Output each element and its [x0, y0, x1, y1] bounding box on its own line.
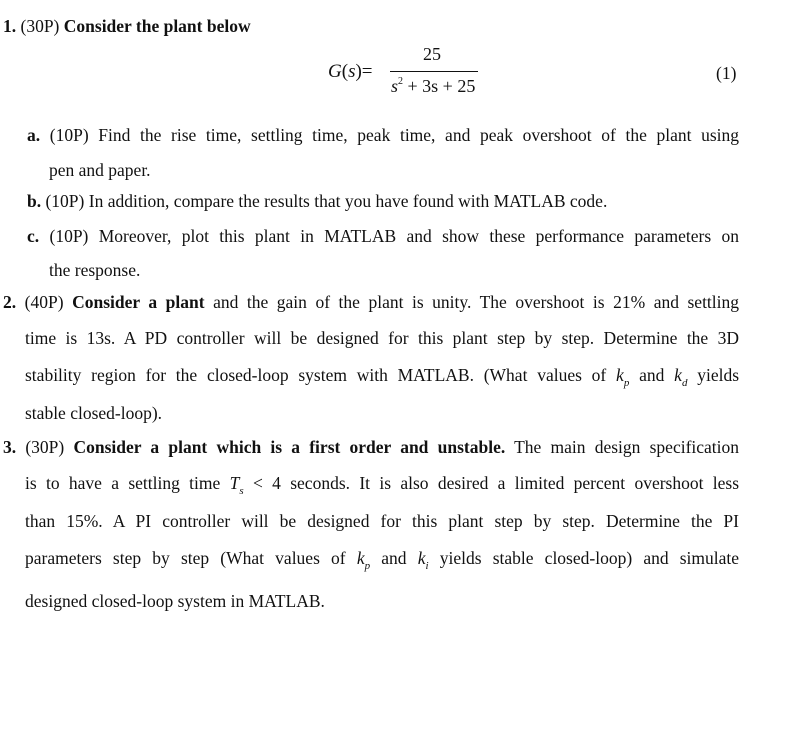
- q3-ki: $k_i$: [417, 548, 429, 572]
- q1b-text: In addition, compare the results that you have found with MATLAB code.: [88, 191, 608, 211]
- q3-points: (30P): [25, 437, 65, 457]
- q1a-line1: [27, 124, 739, 146]
- q1b-line: [27, 190, 607, 212]
- q3-text4-pre: parameters step by step (What values of: [25, 548, 346, 568]
- q3-line4: [25, 547, 739, 577]
- q1a-points: (10P): [49, 125, 89, 145]
- eq-numerator: 25: [423, 44, 441, 64]
- eq-den-rest: + 3s + 25: [403, 76, 476, 96]
- q1c-text1: Moreover, plot this plant in MATLAB and show these performance parameters on: [98, 226, 740, 246]
- q1c-points: (10P): [49, 226, 89, 246]
- q3-ts-rel: < 4: [252, 473, 281, 493]
- q2-line3: [25, 364, 739, 394]
- q1-number: 1.: [3, 16, 17, 36]
- q2-number: 2.: [3, 292, 17, 312]
- eq-label: (1): [716, 63, 737, 83]
- q2-kd: $k_d$: [674, 365, 688, 389]
- eq-close-paren: ): [355, 61, 362, 82]
- q3-bold: Consider a plant which is a first order and unstable.: [73, 437, 506, 457]
- eq-den-exp: 2: [398, 76, 404, 87]
- q3-line5: designed closed-loop system in MATLAB.: [25, 591, 325, 611]
- q3-and: and: [381, 548, 407, 568]
- q3-ts: $T_s$: [229, 473, 244, 497]
- q1-title: Consider the plant below: [63, 16, 251, 36]
- q2-text1: and the gain of the plant is unity. The overshoot is 21% and settling: [213, 292, 740, 312]
- q2-line4: stable closed-loop).: [25, 403, 163, 423]
- q1-points: (30P): [20, 16, 60, 36]
- q1c-line1: [27, 225, 739, 247]
- eq-g: G: [328, 61, 342, 82]
- q2-bold: Consider a plant: [72, 292, 205, 312]
- q3-kp: $k_p$: [356, 548, 371, 572]
- equation-lhs: [328, 61, 373, 83]
- q1a-label: a.: [27, 125, 41, 145]
- q3-line1: [3, 436, 739, 458]
- q3-text1: The main design specification: [514, 437, 740, 457]
- q2-kp: $k_p$: [616, 365, 630, 389]
- q1a-text1: Find the rise time, settling time, peak time, and peak overshoot of the plant using: [98, 125, 740, 145]
- q3-line2: [25, 472, 739, 502]
- q2-text3-post: yields: [697, 365, 740, 385]
- eq-den-s: s: [391, 76, 399, 96]
- q3-line3: than 15%. A PI controller will be designed for this plant step by step. Determine the PI: [25, 511, 739, 531]
- q1c-line2: the response.: [49, 260, 141, 280]
- q2-text3-pre: stability region for the closed-loop system with MATLAB. (What values of: [25, 365, 607, 385]
- eq-equals: =: [361, 61, 373, 82]
- q1c-label: c.: [27, 226, 40, 246]
- eq-fraction-bar: [390, 71, 478, 72]
- q2-points: (40P): [24, 292, 64, 312]
- q3-number: 3.: [3, 437, 17, 457]
- q3-text4-post: yields stable closed-loop) and simulate: [439, 548, 740, 568]
- q1b-label: b.: [27, 191, 42, 211]
- q3-text2-post: seconds. It is also desired a limited percent overshoot less: [290, 473, 740, 493]
- q2-and: and: [639, 365, 665, 385]
- eq-s: s: [348, 61, 356, 82]
- q2-line1: [3, 291, 739, 313]
- q2-line2: time is 13s. A PD controller will be designed for this plant step by step. Determine the 3D: [25, 328, 739, 348]
- q1a-line2: pen and paper.: [49, 160, 151, 180]
- q1-heading: [3, 15, 251, 37]
- eq-denominator: [391, 76, 475, 97]
- q3-text2-pre: is to have a settling time: [25, 473, 221, 493]
- eq-open-paren: (: [341, 61, 349, 82]
- q1b-points: (10P): [45, 191, 85, 211]
